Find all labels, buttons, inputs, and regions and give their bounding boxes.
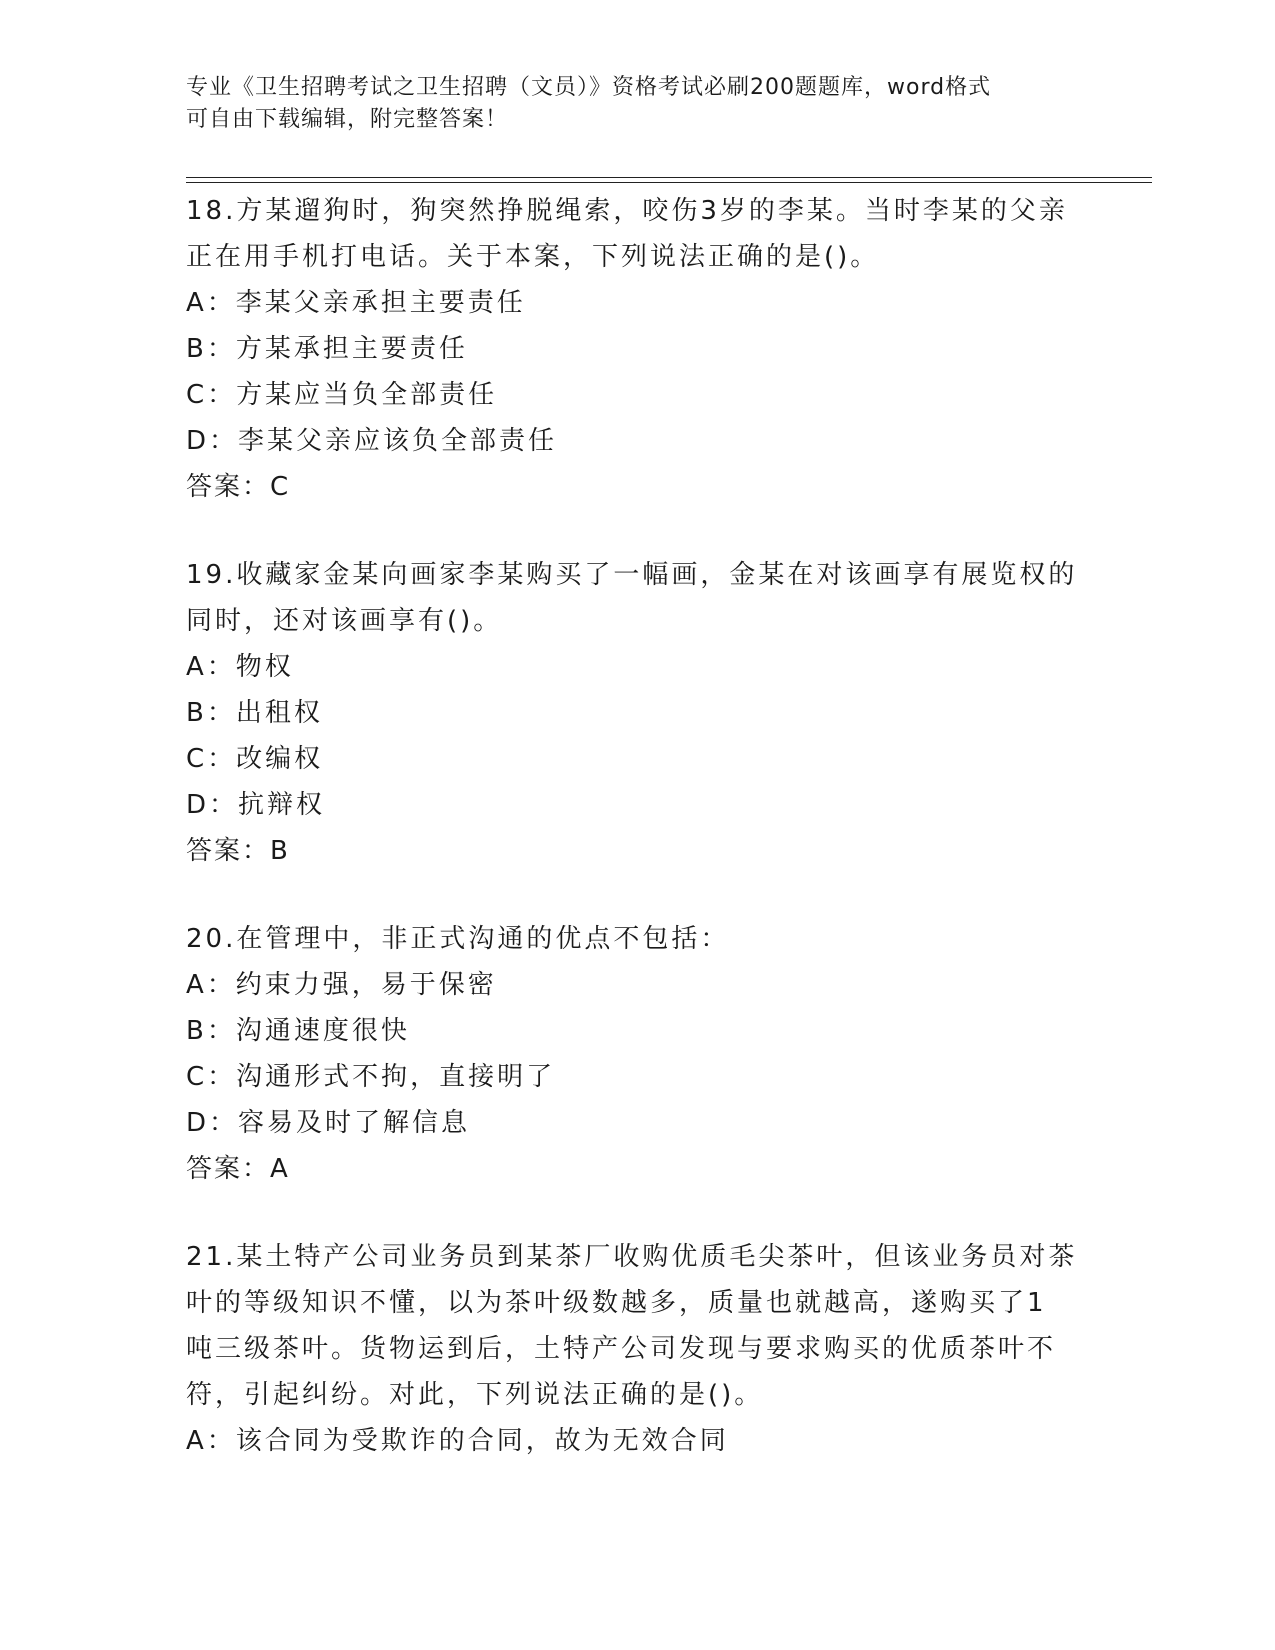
question-stem-line: 20.在管理中，非正式沟通的优点不包括： [186, 924, 730, 954]
question-stem-line: 叶的等级知识不懂，以为茶叶级数越多，质量也就越高，遂购买了1 [186, 1288, 1047, 1318]
option-a: A：物权 [186, 652, 294, 682]
question-stem-line: 18.方某遛狗时，狗突然挣脱绳索，咬伤3岁的李某。当时李某的父亲 [186, 196, 1068, 226]
question-stem-line: 吨三级茶叶。货物运到后，土特产公司发现与要求购买的优质茶叶不 [186, 1334, 1057, 1364]
header-line-2: 可自由下载编辑，附完整答案！ [186, 107, 509, 132]
option-c: C：改编权 [186, 744, 324, 774]
question-21 [186, 1234, 1086, 1464]
question-stem-line: 19.收藏家金某向画家李某购买了一幅画，金某在对该画享有展览权的 [186, 560, 1078, 590]
option-b: B：方某承担主要责任 [186, 334, 468, 364]
option-a: A：李某父亲承担主要责任 [186, 288, 526, 318]
question-20 [186, 916, 1086, 1192]
option-b: B：沟通速度很快 [186, 1016, 410, 1046]
question-stem-line: 正在用手机打电话。关于本案，下列说法正确的是()。 [186, 242, 880, 272]
question-19 [186, 552, 1086, 874]
option-c: C：沟通形式不拘，直接明了 [186, 1062, 556, 1092]
option-a: A：约束力强，易于保密 [186, 970, 497, 1000]
option-d: D：抗辩权 [186, 790, 326, 820]
answer: 答案：C [186, 472, 291, 502]
question-stem-line: 同时，还对该画享有()。 [186, 606, 503, 636]
answer: 答案：B [186, 836, 290, 866]
document-header [186, 72, 1086, 136]
question-18 [186, 188, 1086, 510]
option-a: A：该合同为受欺诈的合同，故为无效合同 [186, 1426, 729, 1456]
option-b: B：出租权 [186, 698, 323, 728]
question-stem-line: 21.某土特产公司业务员到某茶厂收购优质毛尖茶叶，但该业务员对茶 [186, 1242, 1078, 1272]
header-line-1: 专业《卫生招聘考试之卫生招聘（文员）》资格考试必刷200题题库，word格式 [186, 75, 992, 100]
header-divider-top [186, 177, 1152, 178]
question-stem-line: 符，引起纠纷。对此，下列说法正确的是()。 [186, 1380, 764, 1410]
option-d: D：李某父亲应该负全部责任 [186, 426, 558, 456]
option-d: D：容易及时了解信息 [186, 1108, 471, 1138]
option-c: C：方某应当负全部责任 [186, 380, 498, 410]
answer: 答案：A [186, 1154, 290, 1184]
header-divider-bottom [186, 182, 1152, 183]
